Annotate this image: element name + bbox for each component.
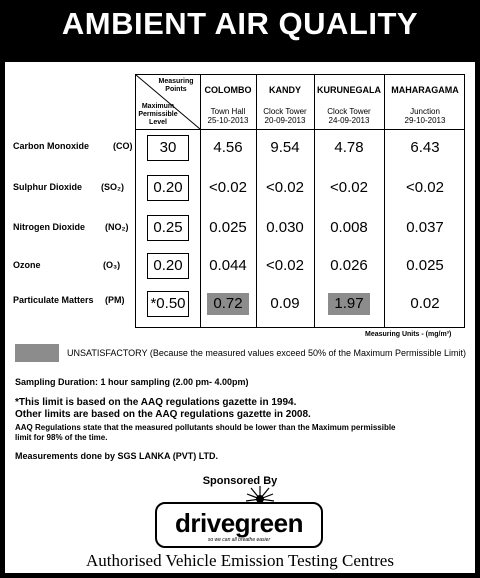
- measuring-points-label: Measuring Points: [158, 78, 194, 93]
- value-cell: 0.09: [270, 295, 300, 312]
- value-cell: 9.54: [270, 139, 300, 156]
- value-cell: 4.78: [334, 139, 364, 156]
- city-name: MAHARAGAMA: [391, 85, 459, 95]
- pollutant-label: Nitrogen Dioxide (NO₂): [13, 222, 129, 232]
- value-cell: 0.037: [406, 219, 444, 236]
- max-level-label: Maximum Permissible Level: [138, 103, 178, 126]
- value-cell: <0.02: [266, 257, 304, 274]
- legend-text: UNSATISFACTORY (Because the measured values exceed 50% of the Maximum Permissible Limit): [67, 348, 466, 358]
- city-name: KURUNEGALA: [317, 85, 381, 95]
- limit-note-1994: *This limit is based on the AAQ regulations gazette in 1994.: [15, 397, 297, 408]
- city-location: Clock Tower 24-09-2013: [327, 107, 371, 125]
- limit-box: 0.25: [147, 215, 189, 241]
- pollutant-label: Sulphur Dioxide (SO₂): [13, 182, 124, 192]
- city-location: Junction 29-10-2013: [404, 107, 446, 125]
- content-panel: [5, 62, 475, 573]
- limit-box: 30: [147, 135, 189, 161]
- drivegreen-logo: drivegreen so we can all breathe easier: [155, 502, 323, 548]
- value-cell: 0.030: [266, 219, 304, 236]
- value-cell: <0.02: [266, 179, 304, 196]
- sponsored-by: Sponsored By: [202, 475, 278, 487]
- air-quality-table: [135, 74, 465, 328]
- value-cell: <0.02: [209, 179, 247, 196]
- limit-box: 0.20: [147, 175, 189, 201]
- city-name: KANDY: [268, 85, 301, 95]
- page-title: AMBIENT AIR QUALITY: [61, 6, 419, 41]
- value-cell: 4.56: [213, 139, 243, 156]
- pollutant-label: Particulate Matters (PM): [13, 295, 125, 305]
- measured-by-note: Measurements done by SGS LANKA (PVT) LTD.: [15, 451, 219, 461]
- unsatisfactory-swatch: [15, 344, 59, 362]
- pollutant-label: Carbon Monoxide (CO): [13, 141, 133, 151]
- value-cell: 0.025: [209, 219, 247, 236]
- regulation-note: AAQ Regulations state that the measured pollutants should be lower than the Maximum permissible: [15, 423, 396, 432]
- value-cell: 0.044: [209, 257, 247, 274]
- value-cell: 0.026: [330, 257, 368, 274]
- city-name: COLOMBO: [204, 85, 252, 95]
- city-location: Town Hall 25-10-2013: [207, 107, 249, 125]
- value-cell-unsatisfactory: 0.72: [207, 293, 249, 315]
- units-label: Measuring Units - (mg/m³): [365, 331, 452, 338]
- limit-box: *0.50: [147, 291, 189, 317]
- value-cell: 0.025: [406, 257, 444, 274]
- value-cell-unsatisfactory: 1.97: [328, 293, 370, 315]
- limit-note-2008: Other limits are based on the AAQ regulations gazette in 2008.: [15, 409, 311, 420]
- sampling-note: Sampling Duration: 1 hour sampling (2.00 pm- 4.00pm): [15, 377, 249, 387]
- value-cell: 0.02: [410, 295, 440, 312]
- city-location: Clock Tower 20-09-2013: [263, 107, 307, 125]
- value-cell: <0.02: [330, 179, 368, 196]
- value-cell: 0.008: [330, 219, 368, 236]
- footer-text: Authorised Vehicle Emission Testing Centres: [86, 551, 394, 570]
- regulation-note-cont: limit for 98% of the time.: [15, 433, 108, 442]
- pollutant-label: Ozone (O₃): [13, 260, 121, 270]
- limit-box: 0.20: [147, 253, 189, 279]
- value-cell: <0.02: [406, 179, 444, 196]
- value-cell: 6.43: [410, 139, 440, 156]
